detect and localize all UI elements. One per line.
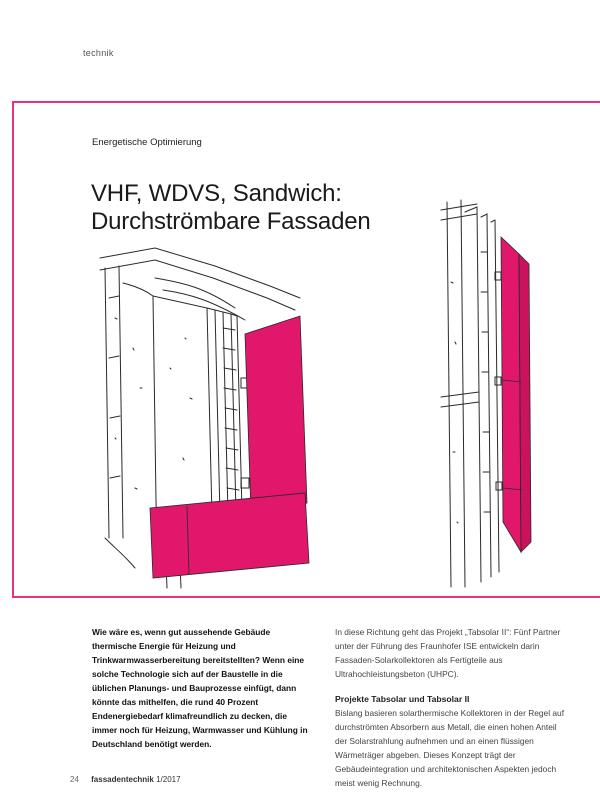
facade-sketch-section — [437, 192, 537, 592]
body-paragraph-2: Bislang basieren solarthermische Kollektoren in der Regel auf durchströmten Absorbern aus Metall, die einen hohen Anteil der Solarstrahlung aufnehmen und an einen flüssigen Wärmeträger abgeben. Dieses Konzept trägt der Gebäudeintegration und architektonischen Aspekten jedoch meist wenig Rechnung. — [335, 708, 565, 788]
article-kicker: Energetische Optimierung — [92, 137, 202, 148]
section-tag: technik — [83, 48, 114, 58]
article-title — [91, 180, 371, 236]
facade-sketch-main — [95, 238, 337, 590]
page-footer — [70, 775, 181, 784]
body-paragraph-1: In diese Richtung geht das Projekt „Tabsolar II“: Fünf Partner unter der Führung des Fraunhofer ISE entwickeln darin Fassaden-Solarkollektoren als Fertigteile aus Ultrahochleistungsbeton (UHPC). — [335, 627, 561, 679]
body-column — [335, 625, 567, 790]
page-number: 24 — [70, 775, 79, 784]
lead-paragraph: Wie wäre es, wenn gut aussehende Gebäude thermische Energie für Heizung und Trinkwarmwasserbereitung bereitstellten? Wenn eine solche Technologie sich auf der Baustelle in die üblichen Planungs- und Bauprozesse einfügt, dann könnte das mithelfen, die rund 40 Prozent Endenergiebedarf klimafreundlich zu decken, die immer noch für Heizung, Warmwasser und Kühlung in Deutschland benötigt werden. — [92, 627, 308, 749]
lead-column — [92, 625, 314, 751]
body-subheading: Projekte Tabsolar und Tabsolar II — [335, 694, 470, 704]
title-line-1: VHF, WDVS, Sandwich: — [91, 180, 342, 207]
title-line-2: Durchströmbare Fassaden — [91, 208, 371, 235]
issue-number: 1/2017 — [156, 775, 181, 784]
magazine-name: fassadentechnik — [91, 775, 154, 784]
